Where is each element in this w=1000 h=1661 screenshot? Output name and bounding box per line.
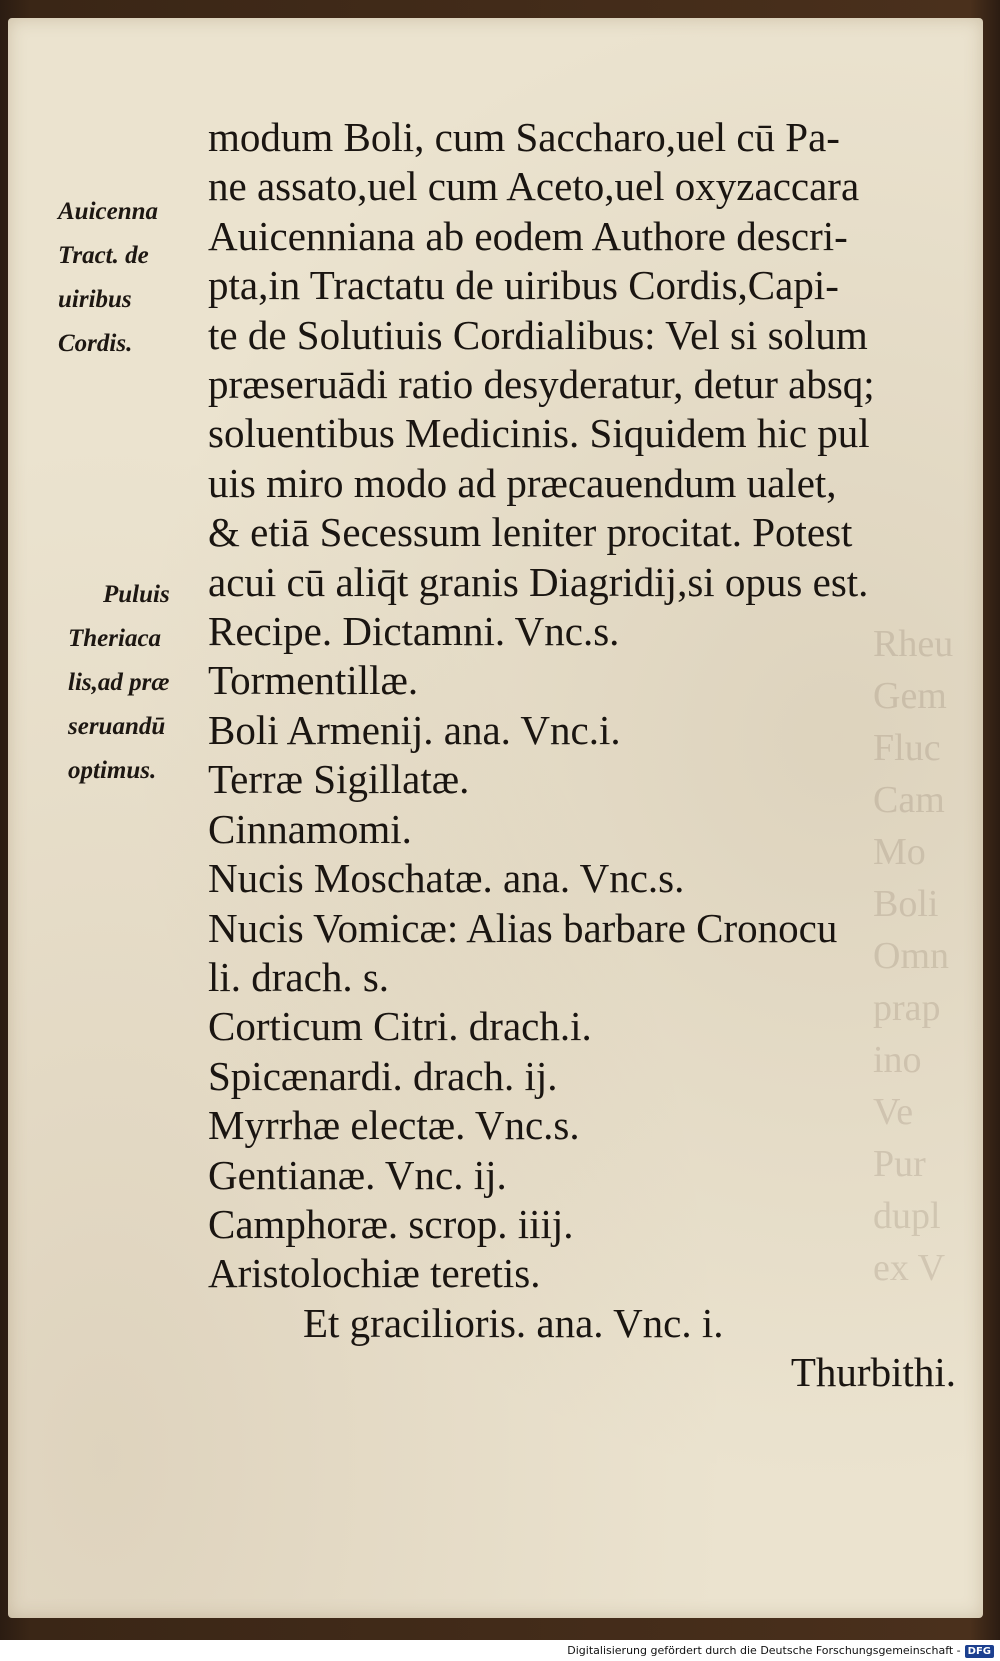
text-line: ne assato,uel cum Aceto,uel oxyzaccara [208, 163, 860, 210]
recipe-line: Nucis Vomicæ: Alias barbare Cronocu [208, 904, 838, 951]
text-line: acui cū aliq̄t granis Diagridij,si opus est. [208, 558, 869, 605]
margin-note-pulvis [68, 573, 218, 793]
recipe-line: Gentianæ. Vnc. ij. [208, 1151, 507, 1198]
recipe-line: Terræ Sigillatæ. [208, 756, 470, 803]
recipe-line: Tormentillæ. [208, 657, 419, 704]
footer-credit-text: Digitalisierung gefördert durch die Deutsche Forschungsgemeinschaft - [567, 1644, 961, 1657]
margin-note-line: uiribus [58, 286, 132, 313]
text-line: te de Solutiuis Cordialibus: Vel si solum [208, 311, 868, 358]
catchword: Thurbithi. [790, 1349, 956, 1396]
text-line: pta,in Tractatu de uiribus Cordis,Capi- [208, 262, 839, 309]
recipe-line: Boli Armenij. ana. Vnc.i. [208, 706, 621, 753]
recipe-line: li. drach. s. [208, 953, 390, 1000]
recipe-line: Et gracilioris. ana. Vnc. i. [303, 1299, 724, 1346]
margin-note-line: Tract. de [58, 242, 149, 269]
recipe-line: Recipe. Dictamni. Vnc.s. [208, 608, 620, 655]
text-line: præseruādi ratio desyderatur, detur absq; [208, 361, 875, 408]
margin-note-line: seruandū [68, 713, 166, 740]
margin-note-line: Auicenna [58, 198, 159, 225]
recipe-line: Myrrhæ electæ. Vnc.s. [208, 1102, 580, 1149]
margin-note-line: Puluis [103, 581, 170, 608]
dfg-logo: DFG [965, 1645, 994, 1658]
recipe-line: Corticum Citri. drach.i. [208, 1003, 592, 1050]
text-line: uis miro modo ad præcauendum ualet, [208, 459, 837, 506]
recipe-line: Camphoræ. scrop. iiij. [208, 1200, 574, 1247]
recipe-line: Nucis Moschatæ. ana. Vnc.s. [208, 855, 685, 902]
text-line: soluentibus Medicinis. Siquidem hic pul [208, 410, 870, 457]
recipe-line: Aristolochiæ teretis. [208, 1250, 541, 1297]
text-line: & etiā Secessum leniter procitat. Potest [208, 509, 853, 556]
recipe-line: Cinnamomi. [208, 805, 412, 852]
margin-note-avicenna [58, 190, 208, 366]
book-page [8, 18, 983, 1618]
text-line: Auicenniana ab eodem Authore descri- [208, 212, 848, 259]
main-text [208, 113, 978, 1398]
margin-note-line: Cordis. [58, 330, 133, 357]
text-line: modum Boli, cum Saccharo,uel cū Pa- [208, 114, 840, 160]
margin-note-line: optimus. [68, 757, 157, 784]
digitization-footer [0, 1640, 1000, 1661]
recipe-line: Spicænardi. drach. ij. [208, 1052, 558, 1099]
margin-note-line: lis,ad præ [68, 669, 170, 696]
margin-note-line: Theriaca [68, 625, 162, 652]
bleed-through-text: Rheu Gem Fluc Cam Mo Boli Omn prap ino Ve Pur dupl ex V [873, 623, 954, 1289]
